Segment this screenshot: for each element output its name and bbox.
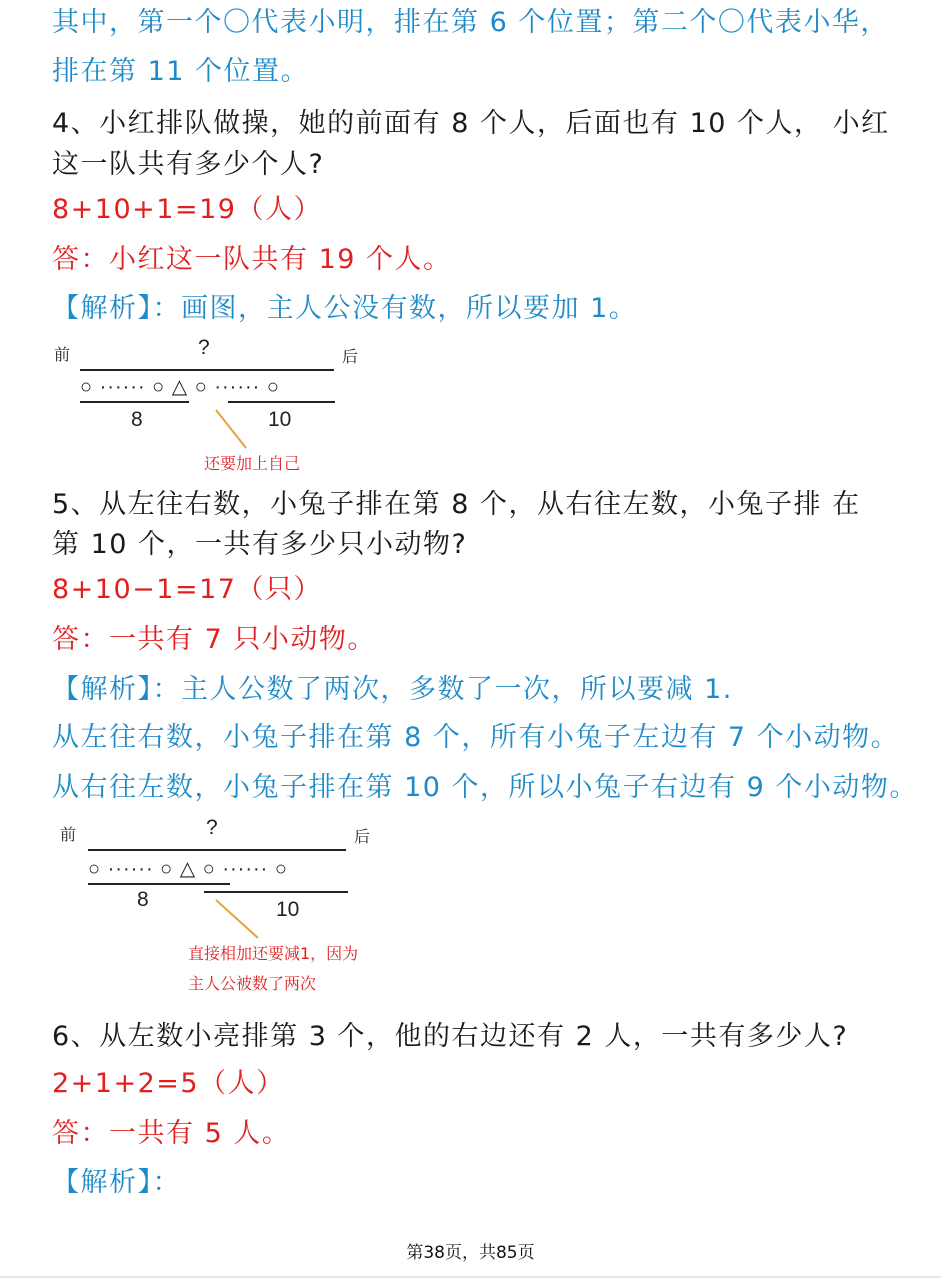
back-label: 后 [354,829,371,846]
queue-row: ○ ······ ○ △ ○ ······ ○ [88,858,288,880]
q6-answer: 答：一共有 5 人。 [52,1118,291,1149]
q6-question: 6、从左数小亮排第 3 个，他的右边还有 2 人，一共有多少人? [52,1021,849,1052]
queue-diagram-1 [52,336,372,476]
queue-row: ○ ······ ○ △ ○ ······ ○ [80,376,280,398]
q5-formula: 8+10−1=17（只） [52,574,322,605]
front-label: 前 [54,347,71,364]
question-mark: ? [198,336,210,359]
diagram-note-line-1: 直接相加还要减1，因为 [188,944,359,963]
q6-formula: 2+1+2=5（人） [52,1068,285,1099]
q4-analysis: 【解析】：画图，主人公没有数，所以要加 1。 [52,293,638,324]
q4-question-line-2: 这一队共有多少个人? [52,149,325,180]
q3-explanation-line-1: 其中，第一个〇代表小明，排在第 6 个位置；第二个〇代表小华， [52,7,889,38]
queue-diagram-2 [58,816,398,1002]
right-count: 10 [268,408,292,431]
page-bottom-divider [0,1276,941,1278]
q5-question-line-1: 5、从左往右数，小兔子排在第 8 个，从右往左数，小兔子排 在 [52,489,861,520]
q3-explanation-line-2: 排在第 11 个位置。 [52,56,310,87]
q4-question-line-1: 4、小红排队做操，她的前面有 8 个人，后面也有 10 个人， 小红 [52,108,890,139]
diagram-note: 还要加上自己 [204,454,301,473]
diagram-note-line-2: 主人公被数了两次 [188,974,317,993]
q5-answer: 答：一共有 7 只小动物。 [52,624,376,655]
left-count: 8 [137,888,149,911]
left-count: 8 [131,408,143,431]
page-number: 第38页，共85页 [406,1243,535,1263]
q5-explanation-line-1: 从左往右数，小兔子排在第 8 个，所有小兔子左边有 7 个小动物。 [52,722,900,753]
q5-explanation-line-2: 从右往左数，小兔子排在第 10 个，所以小兔子右边有 9 个小动物。 [52,772,918,803]
q6-analysis: 【解析】： [52,1167,181,1198]
question-mark: ? [206,816,218,839]
q4-formula: 8+10+1=19（人） [52,194,322,225]
back-label: 后 [342,349,359,366]
front-label: 前 [60,827,77,844]
q5-analysis: 【解析】：主人公数了两次，多数了一次，所以要减 1. [52,674,733,705]
q4-answer: 答：小红这一队共有 19 个人。 [52,244,452,275]
right-count: 10 [276,898,300,921]
q5-question-line-2: 第 10 个，一共有多少只小动物? [52,529,468,560]
